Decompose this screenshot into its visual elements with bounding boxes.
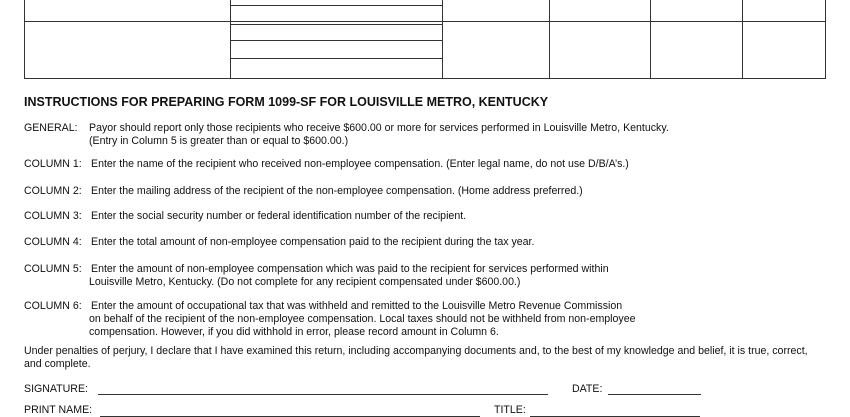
table-divider xyxy=(742,0,743,79)
table-border-bottom xyxy=(24,78,826,79)
column5-line1: Enter the amount of non-employee compensation which was paid to the recipient for services performed within xyxy=(91,263,609,275)
table-divider xyxy=(442,0,443,79)
column2-row xyxy=(24,185,82,198)
table-cell[interactable] xyxy=(652,22,741,77)
table-cell[interactable] xyxy=(652,0,741,20)
general-row xyxy=(24,122,78,135)
table-cell[interactable] xyxy=(232,41,441,57)
instructions-heading: INSTRUCTIONS FOR PREPARING FORM 1099-SF FOR LOUISVILLE METRO, KENTUCKY xyxy=(24,95,549,109)
column6-line1: Enter the amount of occupational tax that was withheld and remitted to the Louisville Metro Revenue Commission xyxy=(91,300,623,312)
signature-label: SIGNATURE: xyxy=(24,383,88,395)
table-border-right xyxy=(825,0,826,79)
print-name-field[interactable] xyxy=(100,404,480,417)
signature-field[interactable] xyxy=(98,382,548,395)
title-label: TITLE: xyxy=(494,404,526,416)
table-divider xyxy=(549,0,550,79)
table-cell[interactable] xyxy=(26,22,229,77)
column1-row xyxy=(24,158,82,171)
table-cell[interactable] xyxy=(551,0,649,20)
column4-row xyxy=(24,236,82,249)
column3-row xyxy=(24,210,82,223)
date-field[interactable] xyxy=(608,382,701,395)
column1-label: COLUMN 1: xyxy=(24,158,82,170)
print-name-label: PRINT NAME: xyxy=(24,404,93,416)
column6-line3: compensation. However, if you did withhold in error, please record amount in Column 6. xyxy=(89,326,499,338)
table-divider xyxy=(650,0,651,79)
general-line2: (Entry in Column 5 is greater than or equal to $600.00.) xyxy=(89,135,349,147)
column4-text: Enter the total amount of non-employee compensation paid to the recipient during the tax year. xyxy=(91,236,535,248)
column5-row xyxy=(24,263,82,276)
column3-text: Enter the social security number or federal identification number of the recipient. xyxy=(91,210,467,222)
table-cell[interactable] xyxy=(744,22,824,77)
column5-label: COLUMN 5: xyxy=(24,263,82,275)
date-label: DATE: xyxy=(572,383,603,395)
table-line xyxy=(230,24,442,25)
column6-row xyxy=(24,300,82,313)
table-border-left xyxy=(24,0,25,79)
table-cell[interactable] xyxy=(444,0,548,20)
table-cell[interactable] xyxy=(232,6,441,20)
perjury-statement: Under penalties of perjury, I declare that I have examined this return, including accompanying documents and, to the best of my knowledge and belief, it is true, correct, and complete. xyxy=(24,345,808,370)
column3-label: COLUMN 3: xyxy=(24,210,82,222)
table-cell[interactable] xyxy=(444,22,548,77)
column6-label: COLUMN 6: xyxy=(24,300,82,312)
title-field[interactable] xyxy=(530,404,700,417)
column1-text: Enter the name of the recipient who received non-employee compensation. (Enter legal name, do not use D/B/A’s.) xyxy=(91,158,629,170)
column6-line2: on behalf of the recipient of the non-employee compensation. Local taxes should not be withheld from non-employee xyxy=(89,313,636,325)
column5-line2: Louisville Metro, Kentucky. (Do not complete for any recipient compensated under $600.00.) xyxy=(89,276,521,288)
table-cell[interactable] xyxy=(551,22,649,77)
general-line1: Payor should report only those recipients who receive $600.00 or more for services performed in Louisville Metro, Kentucky. xyxy=(89,122,669,134)
table-cell[interactable] xyxy=(744,0,824,20)
column4-label: COLUMN 4: xyxy=(24,236,82,248)
table-cell[interactable] xyxy=(26,0,229,20)
recipient-table xyxy=(24,0,826,79)
general-label: GENERAL: xyxy=(24,122,78,134)
table-cell[interactable] xyxy=(232,59,441,77)
column2-text: Enter the mailing address of the recipient of the non-employee compensation. (Home address preferred.) xyxy=(91,185,583,197)
column2-label: COLUMN 2: xyxy=(24,185,82,197)
